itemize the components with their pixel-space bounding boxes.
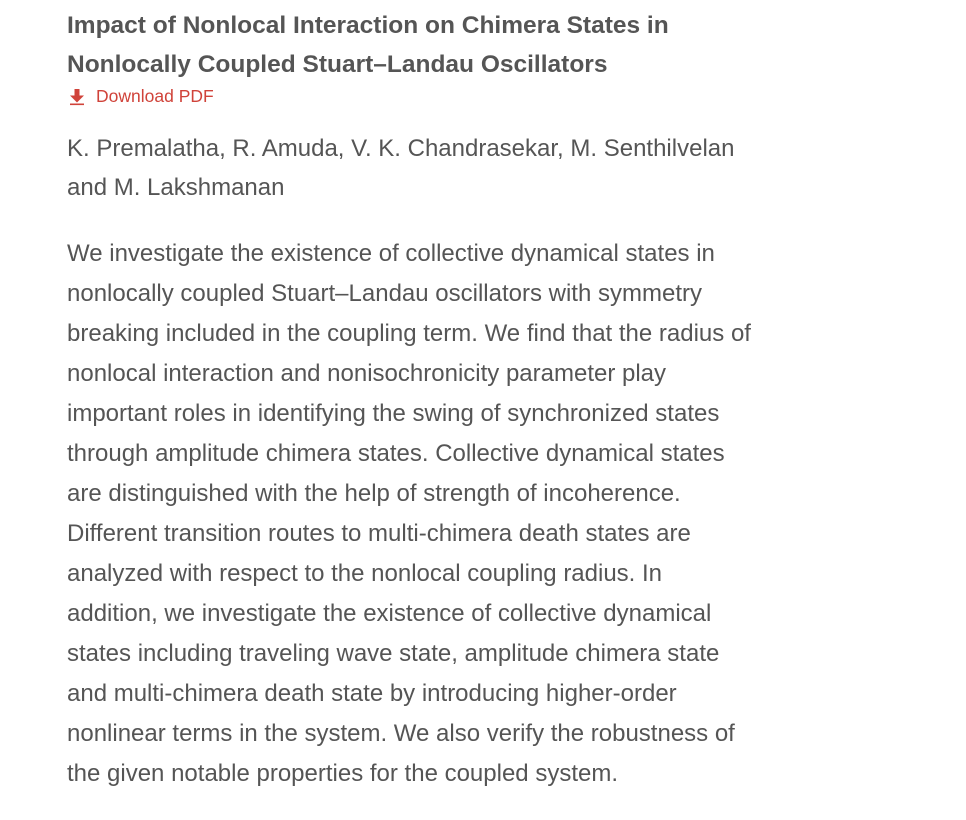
abstract-line: the given notable properties for the coupled system. [67, 760, 618, 787]
abstract-line: nonlocal interaction and nonisochronicity parameter play [67, 360, 667, 387]
article-title[interactable] [67, 6, 827, 84]
abstract-line: Different transition routes to multi-chimera death states are [67, 520, 691, 547]
abstract [67, 234, 872, 794]
abstract-line: We investigate the existence of collective dynamical states in [67, 240, 715, 267]
abstract-line: nonlinear terms in the system. We also verify the robustness of [67, 720, 735, 747]
download-arrow-icon [67, 86, 87, 106]
abstract-line: important roles in identifying the swing of synchronized states [67, 400, 720, 427]
title-line: Nonlocally Coupled Stuart–Landau Oscillators [67, 51, 608, 78]
title-line: Impact of Nonlocal Interaction on Chimera States in [67, 12, 669, 39]
authors-line: and M. Lakshmanan [67, 174, 285, 201]
abstract-line: states including traveling wave state, amplitude chimera state [67, 640, 720, 667]
abstract-line: and multi-chimera death state by introducing higher-order [67, 680, 677, 707]
abstract-line: are distinguished with the help of strength of incoherence. [67, 480, 681, 507]
abstract-line: addition, we investigate the existence of collective dynamical [67, 600, 712, 627]
abstract-line: through amplitude chimera states. Collective dynamical states [67, 440, 725, 467]
download-pdf-label: Download PDF [96, 85, 214, 106]
author-list [67, 129, 857, 207]
abstract-line: analyzed with respect to the nonlocal coupling radius. In [67, 560, 663, 587]
abstract-line: breaking included in the coupling term. We find that the radius of [67, 320, 751, 347]
download-pdf-link[interactable] [67, 84, 947, 108]
authors-line: K. Premalatha, R. Amuda, V. K. Chandrasekar, M. Senthilvelan [67, 135, 735, 162]
article [67, 6, 947, 794]
abstract-line: nonlocally coupled Stuart–Landau oscillators with symmetry [67, 280, 702, 307]
